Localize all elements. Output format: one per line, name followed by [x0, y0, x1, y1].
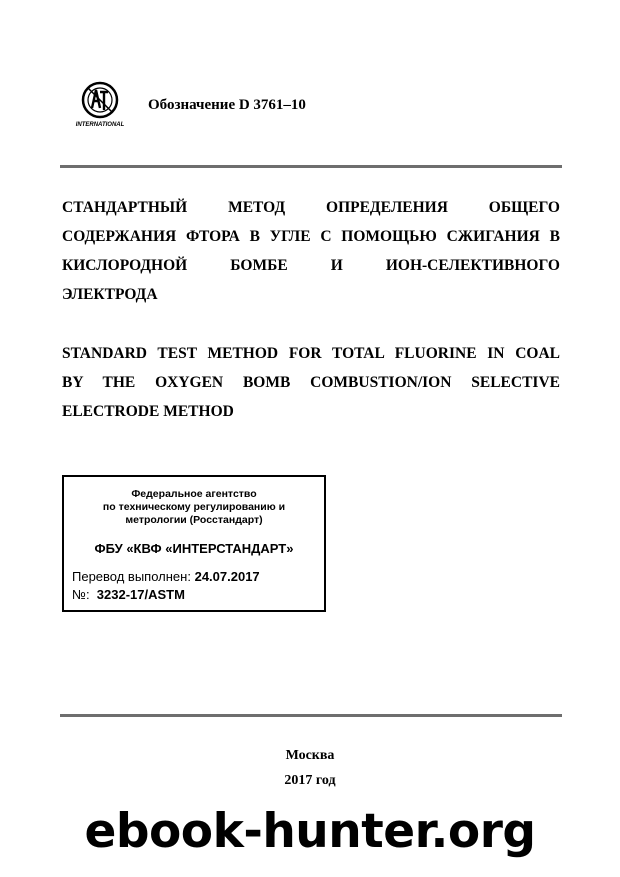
stamp-agency-line: по техническому регулированию и: [102, 501, 286, 513]
title-english: [62, 339, 560, 426]
stamp-number-value: 3232-17/ASTM: [96, 587, 185, 602]
title-ru-line: СТАНДАРТНЫЙ МЕТОД ОПРЕДЕЛЕНИЯ ОБЩЕГО: [62, 199, 560, 216]
stamp-translated-label: Перевод выполнен:: [72, 569, 191, 584]
title-en-line: ELECTRODE METHOD: [62, 403, 234, 420]
title-en-line: STANDARD TEST METHOD FOR TOTAL FLUORINE IN COAL: [62, 345, 560, 362]
stamp-agency-line: метрологии (Росстандарт): [125, 514, 263, 526]
stamp-translated-date: 24.07.2017: [194, 569, 260, 584]
astm-logo: [70, 78, 130, 130]
title-ru-line: КИСЛОРОДНОЙ БОМБЕ И ИОН-СЕЛЕКТИВНОГО: [62, 257, 560, 274]
translation-stamp: [62, 475, 326, 612]
title-russian: [62, 193, 560, 309]
bottom-divider: [60, 714, 562, 717]
stamp-agency-line: Федеральное агентство: [131, 488, 257, 500]
stamp-number-row: [72, 587, 185, 602]
title-en-line: BY THE OXYGEN BOMB COMBUSTION/ION SELECTIVE: [62, 374, 560, 391]
top-divider: [60, 165, 562, 168]
publication-year: 2017 год: [284, 773, 336, 788]
designation-title: Обозначение D 3761–10: [148, 97, 306, 113]
logo-caption: INTERNATIONAL: [75, 122, 125, 128]
publication-city: Москва: [285, 748, 335, 763]
watermark-text: ebook-hunter.org: [84, 804, 536, 859]
title-ru-line: ЭЛЕКТРОДА: [62, 286, 158, 303]
stamp-agency: [64, 488, 324, 527]
title-ru-line: СОДЕРЖАНИЯ ФТОРА В УГЛЕ С ПОМОЩЬЮ СЖИГАНИЯ В: [62, 228, 560, 245]
stamp-organization: ФБУ «КВФ «ИНТЕРСТАНДАРТ»: [94, 541, 294, 556]
stamp-translated-row: [72, 569, 260, 584]
stamp-number-label: №:: [72, 587, 90, 602]
